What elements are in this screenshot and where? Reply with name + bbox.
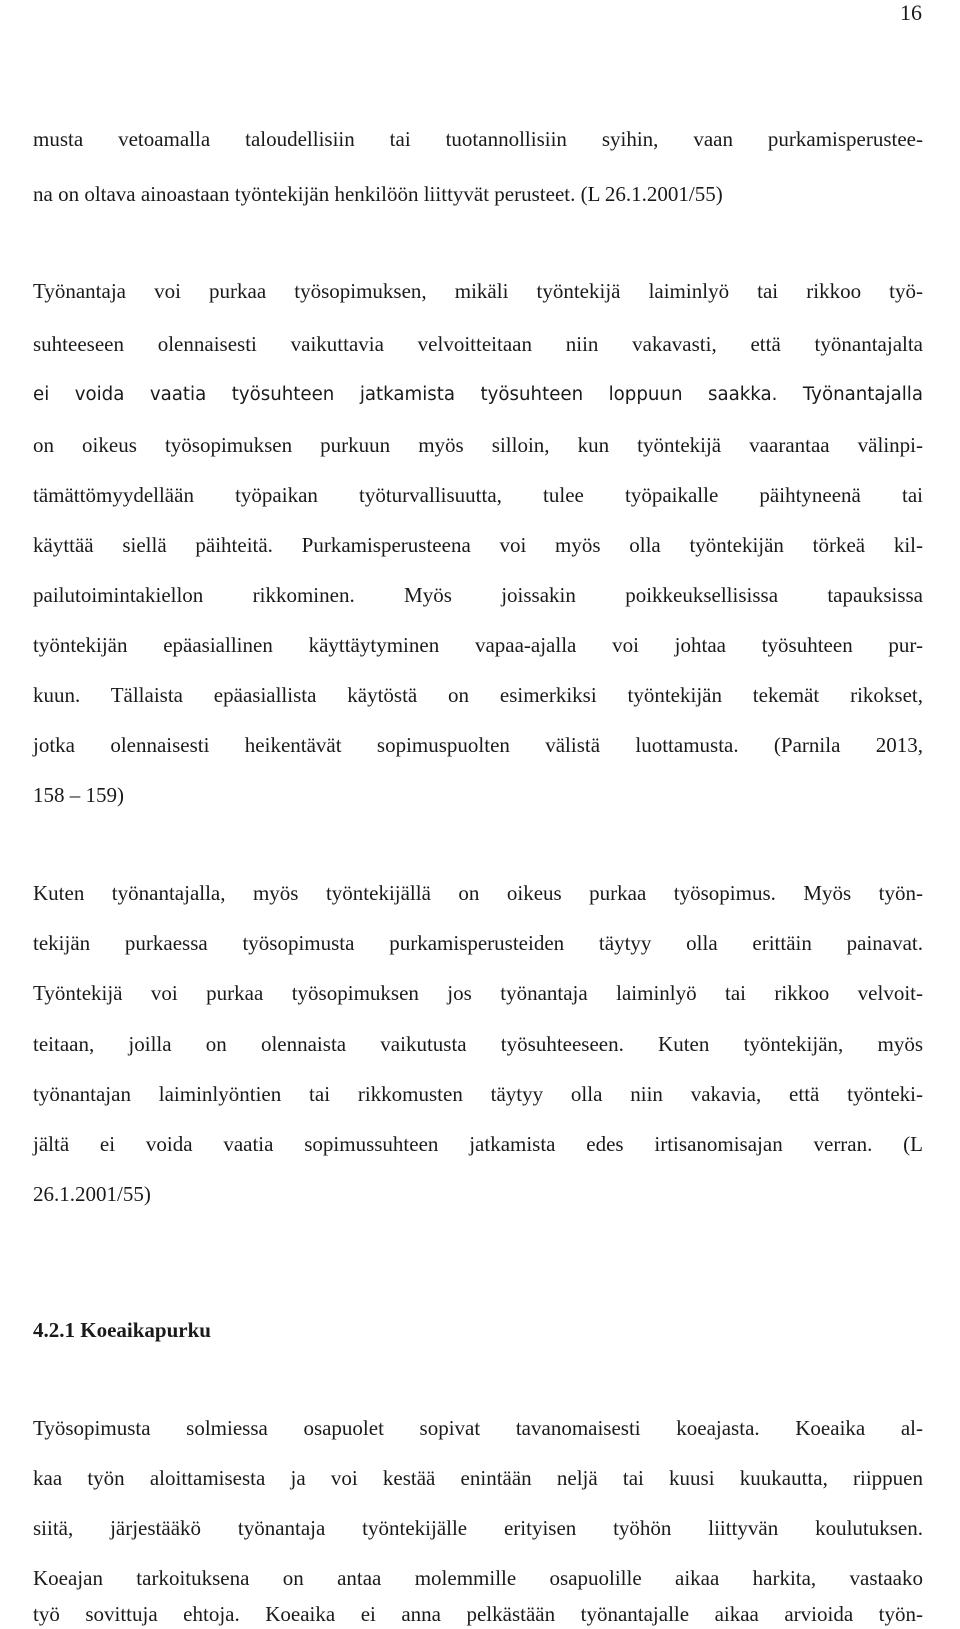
paragraph-2-line-9: kuun. Tällaista epäasiallista käytöstä on esimerkiksi työntekijän tekemät rikokset, (33, 683, 923, 707)
section-paragraph-line-1: Työsopimusta solmiessa osapuolet sopivat tavanomaisesti koeajasta. Koeaika al- (33, 1416, 923, 1440)
paragraph-2-line-3: ei voida vaatia työsuhteen jatkamista työsuhteen loppuun saakka. Työnantajalla (33, 384, 923, 405)
paragraph-3-line-7: 26.1.2001/55) (33, 1182, 151, 1206)
paragraph-3-line-5: työnantajan laiminlyöntien tai rikkomusten täytyy olla niin vakavia, että työnteki- (33, 1082, 923, 1106)
paragraph-3-line-1: Kuten työnantajalla, myös työntekijällä on oikeus purkaa työsopimus. Myös työn- (33, 881, 923, 905)
section-paragraph-line-3: siitä, järjestääkö työnantaja työntekijälle erityisen työhön liittyvän koulutuksen. (33, 1516, 923, 1540)
paragraph-3-line-4: teitaan, joilla on olennaista vaikutusta työsuhteeseen. Kuten työntekijän, myös (33, 1032, 923, 1056)
paragraph-2-line-1: Työnantaja voi purkaa työsopimuksen, mikäli työntekijä laiminlyö tai rikkoo työ- (33, 279, 923, 303)
paragraph-2-line-11: 158 – 159) (33, 783, 124, 807)
paragraph-2-line-8: työntekijän epäasiallinen käyttäytyminen vapaa-ajalla voi johtaa työsuhteen pur- (33, 633, 923, 657)
section-paragraph-line-5: työ sovittuja ehtoja. Koeaika ei anna pelkästään työnantajalle aikaa arvioida työn- (33, 1602, 923, 1626)
paragraph-2-line-7: pailutoimintakiellon rikkominen. Myös joissakin poikkeuksellisissa tapauksissa (33, 583, 923, 607)
paragraph-3-line-6: jältä ei voida vaatia sopimussuhteen jatkamista edes irtisanomisajan verran. (L (33, 1132, 923, 1156)
paragraph-2-line-4: on oikeus työsopimuksen purkuun myös silloin, kun työntekijä vaarantaa välinpi- (33, 433, 923, 457)
paragraph-2-line-6: käyttää siellä päihteitä. Purkamisperusteena voi myös olla työntekijän törkeä kil- (33, 533, 923, 557)
paragraph-1-line-2: na on oltava ainoastaan työntekijän henkilöön liittyvät perusteet. (L 26.1.2001/55) (33, 182, 723, 206)
section-paragraph-line-4: Koeajan tarkoituksena on antaa molemmille osapuolille aikaa harkita, vastaako (33, 1566, 923, 1590)
section-paragraph-line-2: kaa työn aloittamisesta ja voi kestää enintään neljä tai kuusi kuukautta, riippuen (33, 1466, 923, 1490)
paragraph-3-line-2: tekijän purkaessa työsopimusta purkamisperusteiden täytyy olla erittäin painavat. (33, 931, 923, 955)
paragraph-3-line-3: Työntekijä voi purkaa työsopimuksen jos työnantaja laiminlyö tai rikkoo velvoit- (33, 981, 923, 1005)
paragraph-2-line-10: jotka olennaisesti heikentävät sopimuspuolten välistä luottamusta. (Parnila 2013, (33, 733, 923, 757)
section-heading: 4.2.1 Koeaikapurku (33, 1318, 211, 1342)
paragraph-1-line-1: musta vetoamalla taloudellisiin tai tuotannollisiin syihin, vaan purkamisperustee- (33, 127, 923, 151)
paragraph-2-line-2: suhteeseen olennaisesti vaikuttavia velvoitteitaan niin vakavasti, että työnantajalta (33, 332, 923, 356)
page-number: 16 (900, 0, 922, 25)
paragraph-2-line-5: tämättömyydellään työpaikan työturvallisuutta, tulee työpaikalle päihtyneenä tai (33, 483, 923, 507)
